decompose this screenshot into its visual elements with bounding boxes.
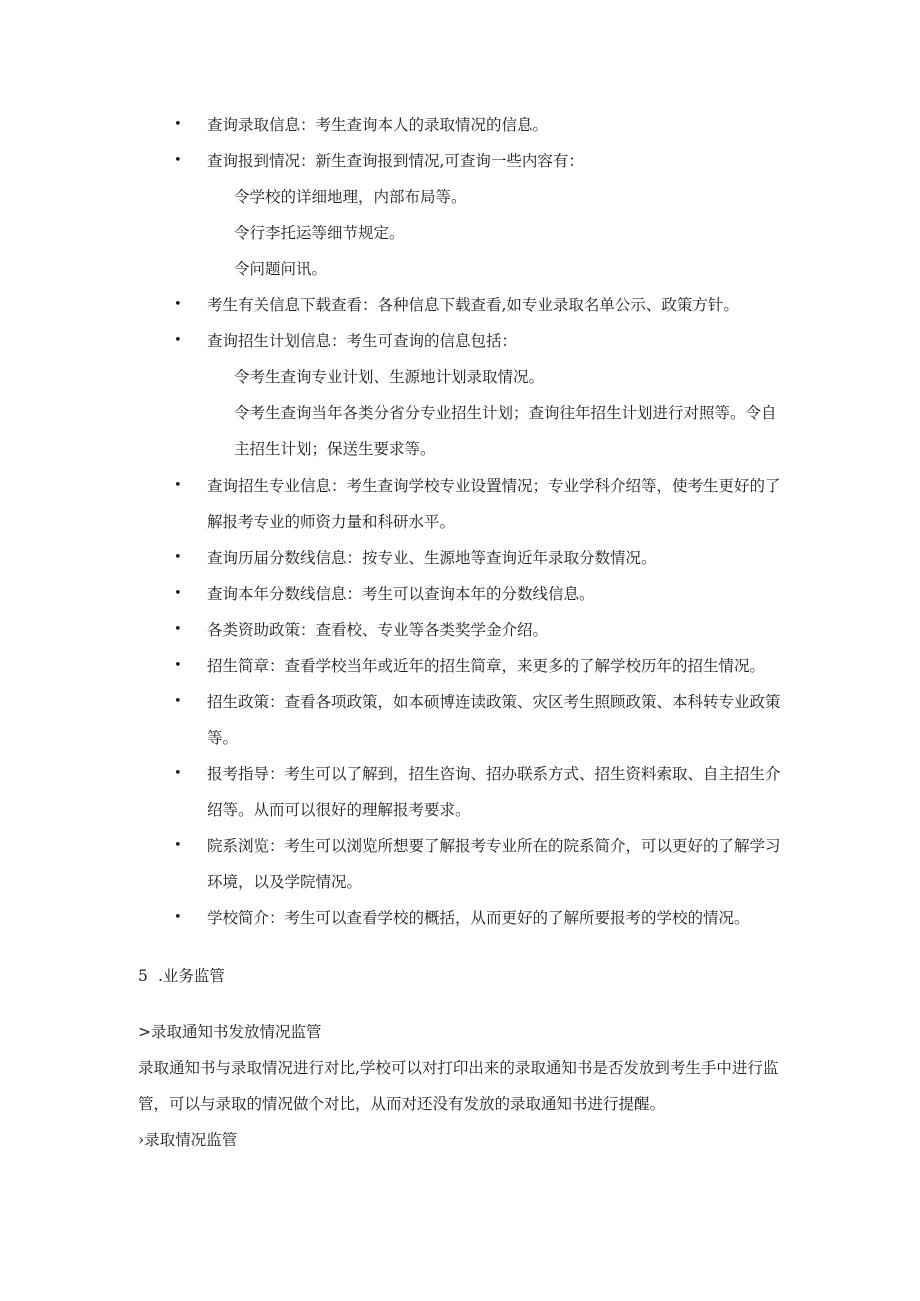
bullet-marker: •	[174, 297, 182, 312]
sub-item-school-location: 令学校的详细地理，内部布局等。	[234, 188, 467, 206]
paragraph-line: 管，可以与录取的情况做个对比，从而对还没有发放的录取通知书进行提醒。	[138, 1095, 666, 1113]
bullet-text-past-scores: 查询历届分数线信息：按专业、生源地等查询近年录取分数情况。	[207, 549, 657, 567]
bullet-text-policy: 招生政策：查看各项政策，如本硕博连读政策、灾区考生照顾政策、本科转专业政策	[207, 693, 781, 711]
bullet-text-guidance-cont: 绍等。从而可以很好的理解报考要求。	[207, 801, 471, 819]
bullet-marker: •	[174, 766, 182, 781]
bullet-text-query-admission: 查询录取信息：考生查询本人的录取情况的信息。	[207, 116, 549, 134]
bullet-text-aid: 各类资助政策：查看校、专业等各类奖学金介绍。	[207, 621, 549, 639]
bullet-marker: •	[174, 478, 182, 493]
bullet-marker: •	[174, 550, 182, 565]
bullet-text-departments: 院系浏览：考生可以浏览所想要了解报考专业所在的院系简介，可以更好的了解学习	[207, 837, 781, 855]
bullet-marker: •	[174, 586, 182, 601]
bullet-text-download: 考生有关信息下载查看：各种信息下载查看,如专业录取名单公示、政策方针。	[207, 296, 739, 314]
bullet-text-current-scores: 查询本年分数线信息：考生可以查询本年的分数线信息。	[207, 585, 595, 603]
bullet-marker: •	[174, 117, 182, 132]
bullet-marker: •	[174, 333, 182, 348]
bullet-marker: •	[174, 622, 182, 637]
subheading-notice-monitoring: >录取通知书发放情况监管	[138, 1023, 322, 1041]
sub-item-plan-major: 令考生查询专业计划、生源地计划录取情况。	[234, 368, 545, 386]
bullet-marker: •	[174, 910, 182, 925]
subheading-admission-monitoring: ›录取情况监管	[138, 1131, 238, 1149]
bullet-text-major-info-cont: 解报考专业的师资力量和科研水平。	[207, 513, 456, 531]
bullet-marker: •	[174, 658, 182, 673]
sub-item-plan-province: 令考生查询当年各类分省分专业招生计划；查询往年招生计划进行对照等。令自	[234, 404, 777, 422]
sub-item-luggage: 令行李托运等细节规定。	[234, 224, 405, 242]
bullet-text-policy-cont: 等。	[207, 729, 239, 747]
bullet-text-guidance: 报考指导：考生可以了解到，招生咨询、招办联系方式、招生资料索取、自主招生介	[207, 765, 781, 783]
sub-item-inquiry: 令问题问讯。	[234, 260, 328, 278]
bullet-marker: •	[174, 694, 182, 709]
bullet-text-brochure: 招生简章：查看学校当年或近年的招生简章，来更多的了解学校历年的招生情况。	[207, 657, 766, 675]
bullet-text-departments-cont: 环境，以及学院情况。	[207, 873, 363, 891]
bullet-text-school-intro: 学校简介：考生可以查看学校的概括，从而更好的了解所要报考的学校的情况。	[207, 909, 750, 927]
bullet-text-query-report: 查询报到情况：新生查询报到情况,可查询一些内容有：	[207, 152, 584, 170]
bullet-marker: •	[174, 153, 182, 168]
section-number: 5	[138, 967, 148, 985]
bullet-text-enrollment-plan: 查询招生计划信息：考生可查询的信息包括：	[207, 332, 518, 350]
bullet-marker: •	[174, 838, 182, 853]
sub-item-plan-independent: 主招生计划；保送生要求等。	[234, 440, 436, 458]
bullet-text-major-info: 查询招生专业信息：考生查询学校专业设置情况；专业学科介绍等，使考生更好的了	[207, 477, 781, 495]
section-title: .业务监管	[158, 967, 225, 985]
paragraph-line: 录取通知书与录取情况进行对比,学校可以对打印出来的录取通知书是否发放到考生手中进行监	[138, 1059, 779, 1077]
